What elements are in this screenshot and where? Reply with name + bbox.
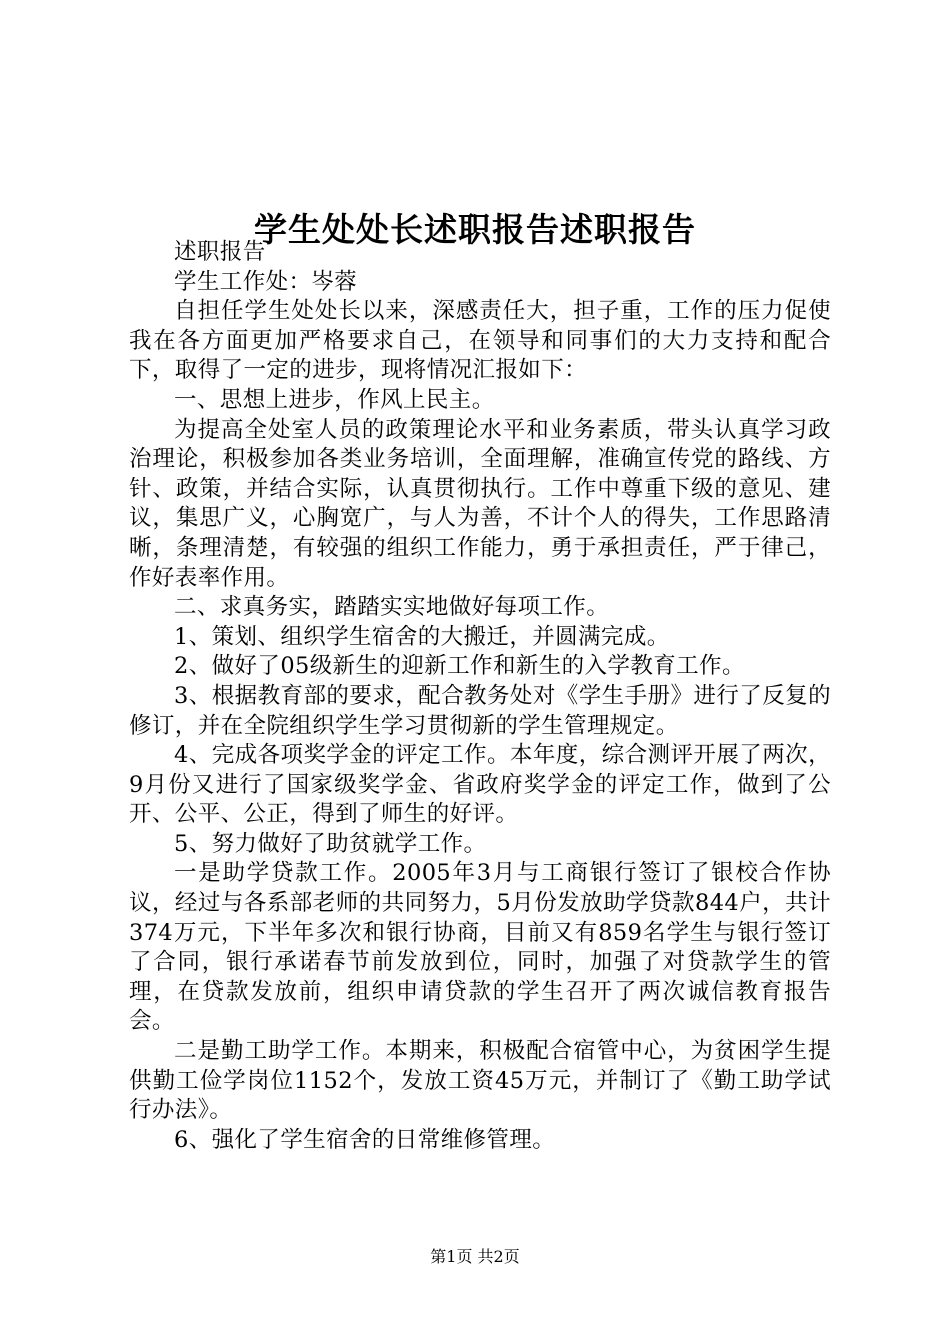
paragraph: 述职报告 (174, 239, 266, 265)
document-title: 学生处处长述职报告述职报告 (254, 210, 696, 250)
paragraph: 一是助学贷款工作。2005年3月与工商银行签订了银校合作协议，经过与各系部老师的共同努力，5月份发放助学贷款844户，共计374万元，下半年多次和银行协商，目前又有859名学生与银行签订了合同，银行承诺春节前发放到位，同时，加强了对贷款学生的管理，在贷款发放前，组织申请贷款的学生召开了两次诚信教育报告会。 (129, 860, 831, 1035)
paragraph: 5、努力做好了助贫就学工作。 (174, 830, 487, 857)
paragraph: 2、做好了05级新生的迎新工作和新生的入学教育工作。 (174, 653, 745, 680)
paragraph: 3、根据教育部的要求，配合教务处对《学生手册》进行了反复的修订，并在全院组织学生学习贯彻新的学生管理规定。 (129, 682, 831, 739)
document-body (129, 238, 831, 1155)
paragraph: 1、策划、组织学生宿舍的大搬迁，并圆满完成。 (174, 623, 670, 650)
paragraph: 为提高全处室人员的政策理论水平和业务素质，带头认真学习政治理论，积极参加各类业务培训，全面理解，准确宣传党的路线、方针、政策，并结合实际，认真贯彻执行。工作中尊重下级的意见、建议，集思广义，心胸宽广，与人为善，不计个人的得失，工作思路清晰，条理清楚，有较强的组织工作能力，勇于承担责任，严于律己，作好表率作用。 (129, 416, 831, 591)
page-footer: 第1页 共2页 (430, 1247, 520, 1266)
paragraph: 二是勤工助学工作。本期来，积极配合宿管中心，为贫困学生提供勤工俭学岗位1152个，发放工资45万元，并制订了《勤工助学试行办法》。 (129, 1038, 831, 1124)
paragraph: 一、思想上进步，作风上民主。 (174, 386, 495, 413)
paragraph: 二、求真务实，踏踏实实地做好每项工作。 (174, 594, 610, 621)
paragraph: 学生工作处：岑蓉 (174, 268, 358, 295)
paragraph: 6、强化了学生宿舍的日常维修管理。 (174, 1126, 556, 1153)
paragraph: 自担任学生处处长以来，深感责任大，担子重，工作的压力促使我在各方面更加严格要求自己，在领导和同事们的大力支持和配合下，取得了一定的进步，现将情况汇报如下： (129, 298, 831, 384)
paragraph: 4、完成各项奖学金的评定工作。本年度，综合测评开展了两次，9月份又进行了国家级奖学金、省政府奖学金的评定工作，做到了公开、公平、公正，得到了师生的好评。 (129, 742, 831, 828)
